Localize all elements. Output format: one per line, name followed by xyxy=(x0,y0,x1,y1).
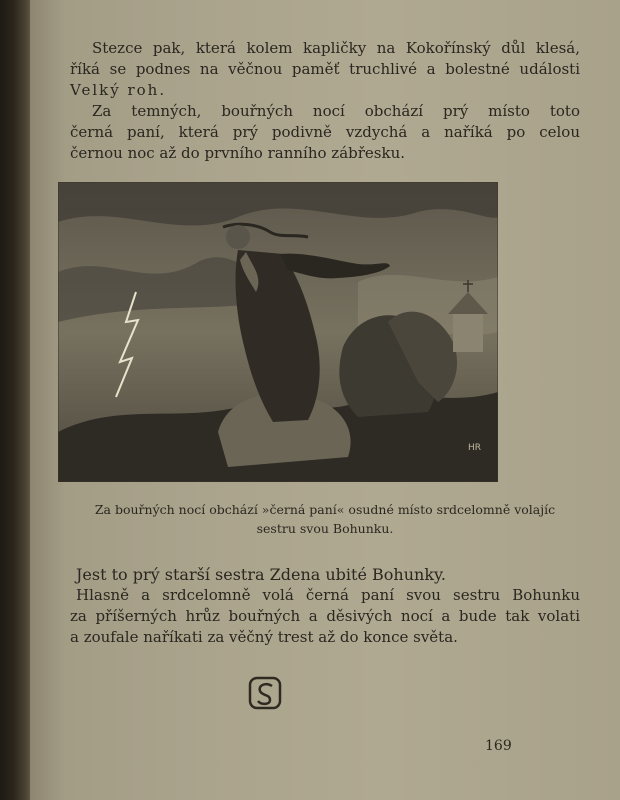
caption-line: sestru svou Bohunku. xyxy=(256,521,394,536)
paragraph-zdena xyxy=(70,564,580,648)
text-line: Jest to prý starší sestra Zdena ubité Bohunky. xyxy=(76,565,447,584)
book-page xyxy=(30,0,620,800)
illustration-black-lady xyxy=(58,182,498,482)
page-number: 169 xyxy=(485,738,512,754)
text-line: říká se podnes na věčnou paměť truchlivé a bolestné události xyxy=(70,60,580,78)
text-line: za příšerných hrůz bouřných a děsivých nocí a bude tak volati xyxy=(70,607,580,625)
text-line: Stezce pak, která kolem kapličky na Kokořínský důl klesá, xyxy=(92,39,580,57)
text-line: Velký roh. xyxy=(70,81,167,99)
chapel xyxy=(453,312,483,352)
caption-line: Za bouřných nocí obchází »černá paní« osudné místo srdcelomně volajíc xyxy=(94,502,556,517)
illustration-caption xyxy=(30,500,620,538)
figure-head xyxy=(226,225,250,249)
text-line: a zoufale naříkati za věčný trest až do konce světa. xyxy=(70,628,458,646)
text-line: Za temných, bouřných nocí obchází prý místo toto xyxy=(92,102,580,120)
text-line: černá paní, která prý podivně vzdychá a naříká po celou xyxy=(70,123,580,141)
artist-signature: HR xyxy=(468,443,482,453)
decorative-vignette-icon xyxy=(248,676,282,710)
paragraph-velky-roh xyxy=(70,38,580,164)
book-binding xyxy=(0,0,34,800)
text-line: černou noc až do prvního ranního zábřesku. xyxy=(70,144,406,162)
text-line: Hlasně a srdcelomně volá černá paní svou sestru Bohunku xyxy=(76,586,580,604)
